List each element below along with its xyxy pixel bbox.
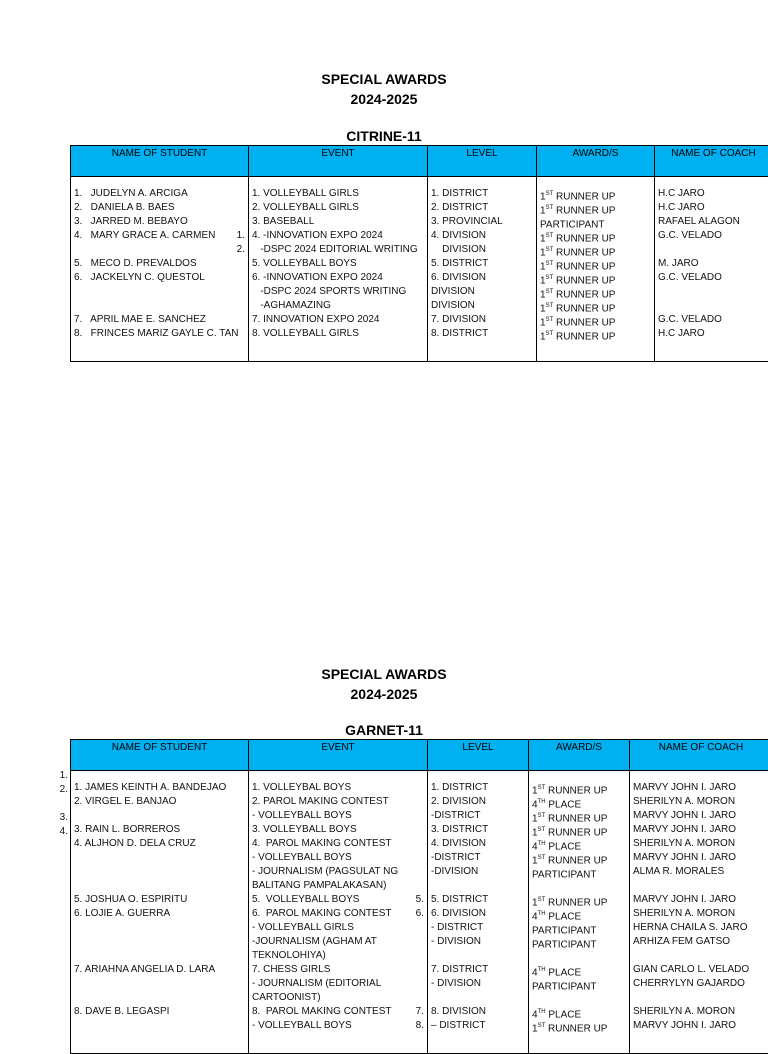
award-text: RUNNER UP xyxy=(545,813,607,823)
award-text: PLACE xyxy=(546,841,582,851)
cell-line xyxy=(532,935,626,949)
cell-line: 2. DIVISION xyxy=(431,795,525,809)
cell-line: 2. VOLLEYBALL GIRLS xyxy=(252,201,424,215)
award-text: RUNNER UP xyxy=(553,261,615,271)
award-number: 1 xyxy=(540,303,546,313)
row-marker: 5. xyxy=(416,893,424,907)
cell-line xyxy=(532,795,626,809)
cell-line: G.C. VELADO xyxy=(658,313,768,327)
cell-line: 1. VOLLEYBALL GIRLS xyxy=(252,187,424,201)
cell-line: CHERRYLYN GAJARDO xyxy=(633,977,768,991)
cell-line xyxy=(431,949,525,963)
cell-line: 1. DISTRICT xyxy=(431,781,525,795)
row-marker: 8. xyxy=(416,1019,424,1033)
section1-heading-year: 2024-2025 xyxy=(0,89,768,109)
outside-row-marker xyxy=(48,1007,68,1021)
cell-line: 2. VIRGEL E. BANJAO xyxy=(74,795,245,809)
award-number: 1 xyxy=(532,785,538,795)
award-suffix: ST xyxy=(546,331,554,337)
outside-row-marker xyxy=(48,965,68,979)
cell-line: 2. DANIELA B. BAES xyxy=(74,201,245,215)
cell-line xyxy=(532,949,626,963)
coach-cell xyxy=(630,771,768,1054)
citrine-awards-table xyxy=(70,145,768,362)
cell-line: -JOURNALISM (AGHAM AT xyxy=(252,935,424,949)
cell-line xyxy=(532,977,626,991)
cell-line: SHERILYN A. MORON xyxy=(633,1005,768,1019)
award-text: RUNNER UP xyxy=(553,317,615,327)
section1-heading xyxy=(0,69,768,109)
award-suffix: ST xyxy=(546,247,554,253)
section2-heading-title: SPECIAL AWARDS xyxy=(0,664,768,684)
cell-line: 3. BASEBALL xyxy=(252,215,424,229)
cell-line: 6. PAROL MAKING CONTEST xyxy=(252,907,424,921)
cell-line: MARVY JOHN I. JARO xyxy=(633,893,768,907)
cell-line: – DISTRICT xyxy=(431,1019,525,1033)
cell-line: -DISTRICT xyxy=(431,851,525,865)
event-cell xyxy=(249,771,428,1054)
award-number: 4 xyxy=(532,967,538,977)
cell-line: 5. VOLLEYBALL BOYS xyxy=(252,893,424,907)
cell-line: 4. DIVISION xyxy=(431,837,525,851)
cell-line xyxy=(74,921,245,935)
cell-line xyxy=(540,215,651,229)
row-marker xyxy=(237,187,245,201)
award-suffix: ST xyxy=(546,261,554,267)
award-text: RUNNER UP xyxy=(553,289,615,299)
cell-line: 4. DIVISION xyxy=(431,229,533,243)
cell-line: 3. VOLLEYBALL BOYS xyxy=(252,823,424,837)
cell-line: 8. FRINCES MARIZ GAYLE C. TAN xyxy=(74,327,245,341)
outside-row-marker xyxy=(48,839,68,853)
award-suffix: ST xyxy=(538,897,546,903)
cell-line xyxy=(532,837,626,851)
cell-line: 4. ALJHON D. DELA CRUZ xyxy=(74,837,245,851)
cell-line: 3. DISTRICT xyxy=(431,823,525,837)
cell-line: M. JARO xyxy=(658,257,768,271)
award-number: 4 xyxy=(532,799,538,809)
cell-line xyxy=(532,921,626,935)
cell-line: - VOLLEYBALL GIRLS xyxy=(252,921,424,935)
cell-line: GIAN CARLO L. VELADO xyxy=(633,963,768,977)
cell-line: 8. DIVISION xyxy=(431,1005,525,1019)
award-number: 1 xyxy=(532,813,538,823)
cell-line xyxy=(658,299,768,313)
row-marker xyxy=(416,809,424,823)
outside-row-marker xyxy=(48,909,68,923)
cell-line: ARHIZA FEM GATSO xyxy=(633,935,768,949)
cell-line: 1. VOLLEYBAL BOYS xyxy=(252,781,424,795)
section2-heading xyxy=(0,664,768,704)
award-number: PARTICIPANT xyxy=(532,981,596,991)
cell-line xyxy=(74,991,245,1005)
outside-row-marker: 3. xyxy=(48,811,68,825)
cell-line: 5. DISTRICT xyxy=(431,257,533,271)
row-marker xyxy=(416,921,424,935)
award-number: 1 xyxy=(532,827,538,837)
award-number: PARTICIPANT xyxy=(532,939,596,949)
cell-line: 5. VOLLEYBALL BOYS xyxy=(252,257,424,271)
award-suffix: ST xyxy=(538,855,546,861)
cell-line xyxy=(74,949,245,963)
section1-heading-title: SPECIAL AWARDS xyxy=(0,69,768,89)
row-marker xyxy=(416,795,424,809)
cell-line: 3. RAIN L. BORREROS xyxy=(74,823,245,837)
award-suffix: ST xyxy=(546,233,554,239)
row-marker xyxy=(237,257,245,271)
cell-line: HERNA CHAILA S. JARO xyxy=(633,921,768,935)
cell-line xyxy=(431,879,525,893)
column-header-level: LEVEL xyxy=(428,740,529,771)
cell-line xyxy=(540,229,651,243)
award-number: 1 xyxy=(532,855,538,865)
cell-line: 4. PAROL MAKING CONTEST xyxy=(252,837,424,851)
section1-class-title: CITRINE-11 xyxy=(0,128,768,144)
cell-line xyxy=(74,865,245,879)
cell-line: BALITANG PAMPALAKASAN) xyxy=(252,879,424,893)
row-marker: 2. xyxy=(237,243,245,257)
outside-row-marker: 2. xyxy=(48,783,68,797)
outside-row-marker xyxy=(48,979,68,993)
section2-class-title: GARNET-11 xyxy=(0,722,768,738)
cell-line xyxy=(74,977,245,991)
student-cell xyxy=(71,771,249,1054)
award-text: PLACE xyxy=(546,967,582,977)
cell-line: H.C JARO xyxy=(658,327,768,341)
row-marker xyxy=(237,215,245,229)
outside-row-marker xyxy=(48,797,68,811)
row-marker: 7. xyxy=(416,1005,424,1019)
cell-line xyxy=(532,893,626,907)
column-header-coach: NAME OF COACH xyxy=(655,146,768,177)
cell-line xyxy=(532,1005,626,1019)
cell-line xyxy=(633,879,768,893)
cell-line: 5. MECO D. PREVALDOS xyxy=(74,257,245,271)
cell-line: CARTOONIST) xyxy=(252,991,424,1005)
award-number: 4 xyxy=(532,911,538,921)
award-number: 1 xyxy=(540,275,546,285)
award-text: RUNNER UP xyxy=(553,233,615,243)
cell-line: DIVISION xyxy=(431,285,533,299)
cell-line xyxy=(540,271,651,285)
cell-line: -DSPC 2024 EDITORIAL WRITING xyxy=(252,243,424,257)
row-marker xyxy=(416,935,424,949)
cell-line: ALMA R. MORALES xyxy=(633,865,768,879)
cell-line xyxy=(658,285,768,299)
cell-line: G.C. VELADO xyxy=(658,271,768,285)
cell-line: - VOLLEYBALL BOYS xyxy=(252,809,424,823)
row-marker xyxy=(416,991,424,1005)
cell-line: 8. DISTRICT xyxy=(431,327,533,341)
award-text: RUNNER UP xyxy=(545,1023,607,1033)
student-cell xyxy=(71,177,249,362)
award-text: RUNNER UP xyxy=(553,275,615,285)
cell-line xyxy=(532,781,626,795)
cell-line: DIVISION xyxy=(431,299,533,313)
award-number: 1 xyxy=(540,233,546,243)
award-number: 1 xyxy=(540,261,546,271)
cell-line: 6. JACKELYN C. QUESTOL xyxy=(74,271,245,285)
cell-line xyxy=(540,285,651,299)
award-number: PARTICIPANT xyxy=(532,925,596,935)
outside-row-marker xyxy=(48,993,68,1007)
cell-line xyxy=(540,313,651,327)
column-header-awards: AWARD/S xyxy=(529,740,630,771)
row-marker xyxy=(237,313,245,327)
award-text: RUNNER UP xyxy=(553,247,615,257)
cell-line xyxy=(431,991,525,1005)
award-number: 4 xyxy=(532,1009,538,1019)
cell-line xyxy=(532,1019,626,1033)
cell-line: DIVISION xyxy=(431,243,533,257)
award-number: PARTICIPANT xyxy=(540,219,604,229)
cell-line: -DISTRICT xyxy=(431,809,525,823)
row-marker xyxy=(416,837,424,851)
cell-line: 7. APRIL MAE E. SANCHEZ xyxy=(74,313,245,327)
cell-line xyxy=(532,809,626,823)
award-suffix: ST xyxy=(546,275,554,281)
outside-row-marker xyxy=(48,937,68,951)
cell-line: 3. PROVINCIAL xyxy=(431,215,533,229)
outer-row-markers xyxy=(48,769,68,1021)
cell-line: SHERILYN A. MORON xyxy=(633,795,768,809)
cell-line: 3. JARRED M. BEBAYO xyxy=(74,215,245,229)
row-marker: 6. xyxy=(416,907,424,921)
column-header-event: EVENT xyxy=(249,146,428,177)
award-suffix: ST xyxy=(538,785,546,791)
award-suffix: ST xyxy=(546,205,554,211)
outside-row-marker xyxy=(48,951,68,965)
outside-row-marker xyxy=(48,853,68,867)
award-text: RUNNER UP xyxy=(553,205,615,215)
cell-line xyxy=(532,991,626,1005)
cell-line: -DIVISION xyxy=(431,865,525,879)
cell-line: SHERILYN A. MORON xyxy=(633,837,768,851)
column-header-student: NAME OF STUDENT xyxy=(71,146,249,177)
outside-row-marker xyxy=(48,923,68,937)
cell-line xyxy=(74,1019,245,1033)
cell-line xyxy=(540,257,651,271)
cell-line: MARVY JOHN I. JARO xyxy=(633,809,768,823)
cell-line xyxy=(74,299,245,313)
award-number: 1 xyxy=(540,205,546,215)
award-suffix: TH xyxy=(538,841,546,847)
cell-line xyxy=(633,991,768,1005)
award-suffix: TH xyxy=(538,1009,546,1015)
cell-line: MARVY JOHN I. JARO xyxy=(633,781,768,795)
row-marker xyxy=(416,851,424,865)
column-header-level: LEVEL xyxy=(428,146,537,177)
cell-line: 7. CHESS GIRLS xyxy=(252,963,424,977)
award-text: RUNNER UP xyxy=(553,331,615,341)
cell-line: - DIVISION xyxy=(431,935,525,949)
column-header-coach: NAME OF COACH xyxy=(630,740,768,771)
award-text: PLACE xyxy=(546,1009,582,1019)
cell-line: 1. DISTRICT xyxy=(431,187,533,201)
cell-line xyxy=(633,949,768,963)
cell-line: 8. PAROL MAKING CONTEST xyxy=(252,1005,424,1019)
table-header-row xyxy=(71,146,768,177)
award-suffix: ST xyxy=(538,827,546,833)
cell-line xyxy=(74,935,245,949)
award-suffix: ST xyxy=(546,289,554,295)
table-row xyxy=(71,177,768,362)
outside-row-marker xyxy=(48,881,68,895)
award-suffix: ST xyxy=(538,813,546,819)
cell-line: - JOURNALISM (EDITORIAL xyxy=(252,977,424,991)
cell-line: 8. VOLLEYBALL GIRLS xyxy=(252,327,424,341)
cell-line xyxy=(532,865,626,879)
award-number: PARTICIPANT xyxy=(532,869,596,879)
award-text: RUNNER UP xyxy=(545,897,607,907)
award-number: 1 xyxy=(540,191,546,201)
cell-line: SHERILYN A. MORON xyxy=(633,907,768,921)
row-marker xyxy=(416,963,424,977)
cell-line xyxy=(532,907,626,921)
cell-line: 1. JUDELYN A. ARCIGA xyxy=(74,187,245,201)
column-header-event: EVENT xyxy=(249,740,428,771)
row-marker xyxy=(237,285,245,299)
row-markers xyxy=(416,781,424,1033)
cell-line xyxy=(540,201,651,215)
row-marker xyxy=(416,977,424,991)
cell-line: MARVY JOHN I. JARO xyxy=(633,851,768,865)
outside-row-marker xyxy=(48,895,68,909)
cell-line: MARVY JOHN I. JARO xyxy=(633,823,768,837)
row-marker xyxy=(416,823,424,837)
cell-line: 6. LOJIE A. GUERRA xyxy=(74,907,245,921)
cell-line: G.C. VELADO xyxy=(658,229,768,243)
row-marker xyxy=(416,879,424,893)
cell-line xyxy=(540,187,651,201)
cell-line: - VOLLEYBALL BOYS xyxy=(252,851,424,865)
cell-line: - DISTRICT xyxy=(431,921,525,935)
award-text: RUNNER UP xyxy=(553,303,615,313)
cell-line xyxy=(532,823,626,837)
cell-line: 8. DAVE B. LEGASPI xyxy=(74,1005,245,1019)
cell-line: RAFAEL ALAGON xyxy=(658,215,768,229)
cell-line: 4. -INNOVATION EXPO 2024 xyxy=(252,229,424,243)
column-header-student: NAME OF STUDENT xyxy=(71,740,249,771)
award-cell xyxy=(537,177,655,362)
event-cell xyxy=(249,177,428,362)
row-marker xyxy=(237,271,245,285)
cell-line: H.C JARO xyxy=(658,187,768,201)
cell-line: - DIVISION xyxy=(431,977,525,991)
cell-line xyxy=(74,879,245,893)
cell-line: -DSPC 2024 SPORTS WRITING xyxy=(252,285,424,299)
award-text: PLACE xyxy=(546,799,582,809)
cell-line: 7. INNOVATION EXPO 2024 xyxy=(252,313,424,327)
cell-line: 4. MARY GRACE A. CARMEN xyxy=(74,229,245,243)
award-suffix: ST xyxy=(546,303,554,309)
cell-line: 1. JAMES KEINTH A. BANDEJAO xyxy=(74,781,245,795)
award-suffix: TH xyxy=(538,911,546,917)
level-cell xyxy=(428,177,537,362)
award-text: RUNNER UP xyxy=(545,855,607,865)
cell-line: 2. PAROL MAKING CONTEST xyxy=(252,795,424,809)
award-number: 1 xyxy=(540,289,546,299)
row-markers xyxy=(237,187,245,341)
cell-line: 5. JOSHUA O. ESPIRITU xyxy=(74,893,245,907)
column-header-awards: AWARD/S xyxy=(537,146,655,177)
award-text: RUNNER UP xyxy=(545,827,607,837)
award-text: RUNNER UP xyxy=(553,191,615,201)
cell-line xyxy=(74,285,245,299)
cell-line: - VOLLEYBALL BOYS xyxy=(252,1019,424,1033)
row-marker xyxy=(416,865,424,879)
row-marker xyxy=(237,327,245,341)
cell-line: 7. ARIAHNA ANGELIA D. LARA xyxy=(74,963,245,977)
cell-line: 7. DIVISION xyxy=(431,313,533,327)
award-number: 1 xyxy=(540,317,546,327)
outside-row-marker: 4. xyxy=(48,825,68,839)
row-marker xyxy=(416,949,424,963)
cell-line xyxy=(74,243,245,257)
section2-heading-year: 2024-2025 xyxy=(0,684,768,704)
cell-line xyxy=(532,879,626,893)
award-suffix: ST xyxy=(538,1023,546,1029)
row-marker xyxy=(416,781,424,795)
row-marker: 1. xyxy=(237,229,245,243)
cell-line xyxy=(532,851,626,865)
cell-line: -AGHAMAZING xyxy=(252,299,424,313)
cell-line: 6. DIVISION xyxy=(431,271,533,285)
award-text: PLACE xyxy=(546,911,582,921)
cell-line: 6. -INNOVATION EXPO 2024 xyxy=(252,271,424,285)
coach-cell xyxy=(655,177,768,362)
award-number: 1 xyxy=(540,247,546,257)
outside-row-marker: 1. xyxy=(48,769,68,783)
outside-row-marker xyxy=(48,867,68,881)
award-cell xyxy=(529,771,630,1054)
award-text: RUNNER UP xyxy=(545,785,607,795)
cell-line: TEKNOLOHIYA) xyxy=(252,949,424,963)
table-row xyxy=(71,771,768,1054)
cell-line: 5. DISTRICT xyxy=(431,893,525,907)
cell-line xyxy=(74,851,245,865)
award-number: 1 xyxy=(540,331,546,341)
cell-line xyxy=(532,963,626,977)
row-marker xyxy=(237,299,245,313)
cell-line xyxy=(540,243,651,257)
cell-line xyxy=(540,299,651,313)
row-marker xyxy=(237,201,245,215)
award-number: 4 xyxy=(532,841,538,851)
cell-line: 6. DIVISION xyxy=(431,907,525,921)
cell-line xyxy=(540,327,651,341)
table-header-row xyxy=(71,740,768,771)
award-suffix: ST xyxy=(546,191,554,197)
cell-line: MARVY JOHN I. JARO xyxy=(633,1019,768,1033)
cell-line: 2. DISTRICT xyxy=(431,201,533,215)
award-suffix: TH xyxy=(538,799,546,805)
level-cell xyxy=(428,771,529,1054)
cell-line: - JOURNALISM (PAGSULAT NG xyxy=(252,865,424,879)
cell-line xyxy=(74,809,245,823)
cell-line: 7. DISTRICT xyxy=(431,963,525,977)
cell-line xyxy=(658,243,768,257)
garnet-awards-table xyxy=(70,739,768,1054)
award-suffix: ST xyxy=(546,317,554,323)
cell-line: H.C JARO xyxy=(658,201,768,215)
award-number: 1 xyxy=(532,1023,538,1033)
award-suffix: TH xyxy=(538,967,546,973)
award-number: 1 xyxy=(532,897,538,907)
